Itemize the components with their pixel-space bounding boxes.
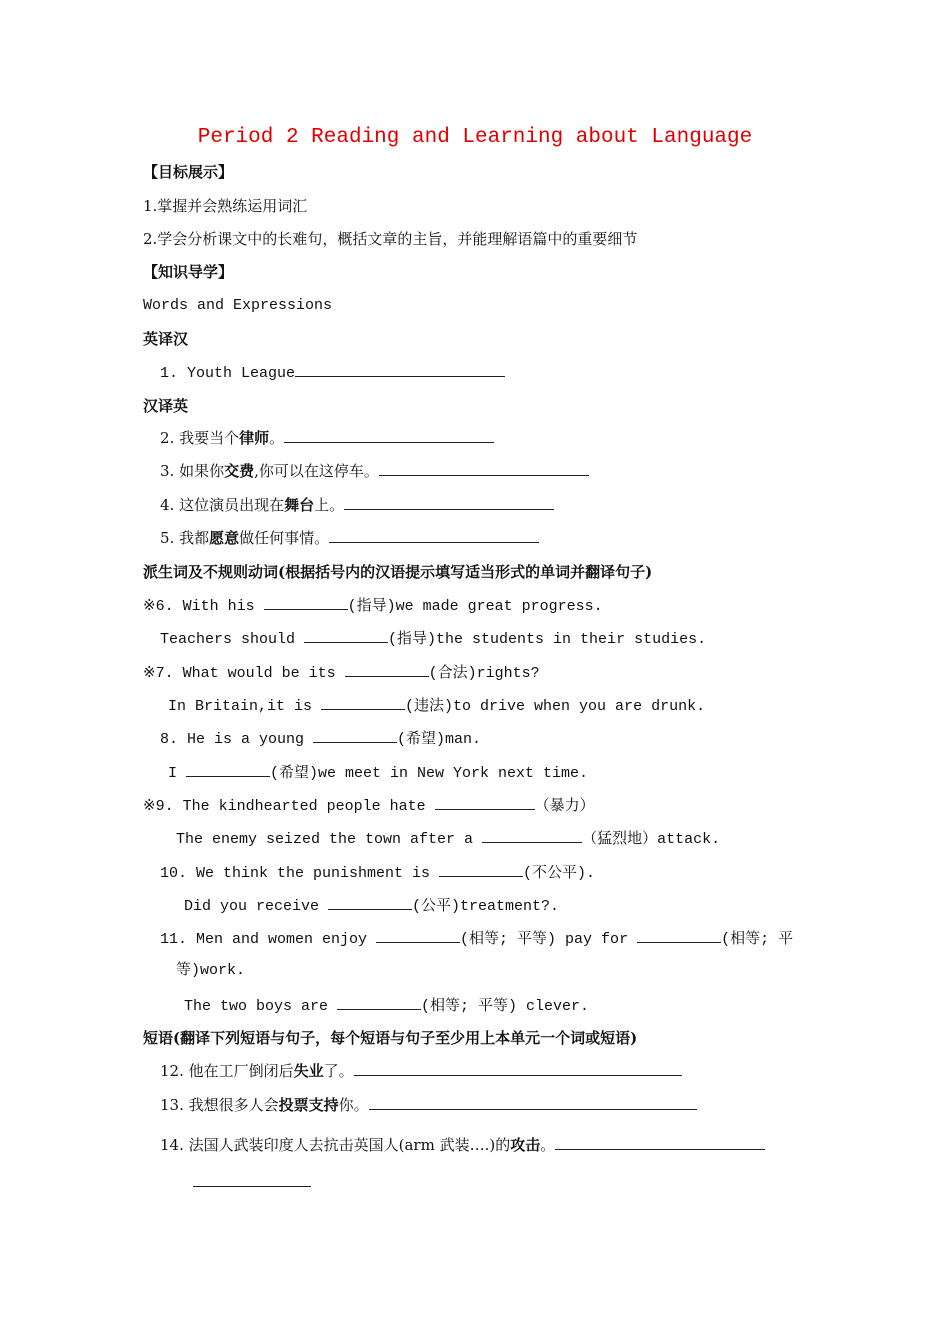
goal-2: 2.学会分析课文中的长难句，概括文章的主旨，并能理解语篇中的重要细节 [143, 230, 638, 248]
answer-blank-11b[interactable] [337, 995, 421, 1010]
question-14-continued [193, 1172, 311, 1192]
key-word: 投票支持 [278, 1096, 339, 1114]
question-9b: The enemy seized the town after a （猛烈地）attack. [176, 828, 720, 850]
question-14: 14. 法国人武装印度人去抗击英国人(arm 武装….)的攻击。 [160, 1135, 765, 1155]
question-6b: Teachers should (指导)the students in their studies. [160, 628, 706, 650]
page-title: Period 2 Reading and Learning about Language [197, 126, 753, 149]
answer-blank-9a[interactable] [435, 795, 535, 810]
answer-blank-7a[interactable] [345, 662, 429, 677]
key-word: 愿意 [209, 529, 240, 547]
answer-blank-9b[interactable] [482, 828, 582, 843]
answer-blank-10b[interactable] [328, 895, 412, 910]
answer-blank-12[interactable] [354, 1061, 682, 1076]
goals-header: 【目标展示】 [143, 163, 234, 181]
question-8b: I (希望)we meet in New York next time. [168, 762, 588, 784]
question-11b: The two boys are (相等; 平等) clever. [184, 995, 589, 1017]
answer-blank-5[interactable] [329, 528, 539, 543]
question-10a: 10. We think the punishment is (不公平). [160, 862, 595, 884]
en-cn-header: 英译汉 [143, 330, 189, 348]
question-9a: ※9. The kindhearted people hate （暴力） [143, 795, 595, 817]
answer-blank-8b[interactable] [186, 762, 270, 777]
phrases-header: 短语(翻译下列短语与句子，每个短语与句子至少用上本单元一个词或短语) [143, 1029, 638, 1047]
answer-blank-3[interactable] [379, 461, 589, 476]
answer-blank-14[interactable] [555, 1135, 765, 1150]
answer-blank-8a[interactable] [313, 728, 397, 743]
key-word: 失业 [293, 1062, 324, 1080]
words-expressions-header: Words and Expressions [143, 297, 333, 314]
question-5: 5. 我都愿意做任何事情。 [160, 528, 539, 548]
question-1-text: 1. Youth League [160, 365, 296, 382]
answer-blank-7b[interactable] [321, 695, 405, 710]
guide-header: 【知识导学】 [143, 263, 234, 281]
answer-blank-6a[interactable] [264, 595, 348, 610]
question-7b: In Britain,it is (违法)to drive when you are drunk. [168, 695, 705, 717]
derivatives-header: 派生词及不规则动词(根据括号内的汉语提示填写适当形式的单词并翻译句子) [143, 563, 653, 581]
question-6a: ※6. With his (指导)we made great progress. [143, 595, 603, 617]
question-11a-continued: 等)work. [176, 962, 246, 979]
question-4: 4. 这位演员出现在舞台上。 [160, 495, 554, 515]
key-word: 律师 [239, 429, 270, 447]
key-word: 交费 [224, 462, 255, 480]
answer-blank-11a-1[interactable] [376, 928, 460, 943]
answer-blank-11a-2[interactable] [637, 928, 721, 943]
question-7a: ※7. What would be its (合法)rights? [143, 662, 540, 684]
question-2: 2. 我要当个律师。 [160, 428, 494, 448]
key-word: 舞台 [284, 496, 315, 514]
question-12: 12. 他在工厂倒闭后失业了。 [160, 1061, 682, 1081]
question-8a: 8. He is a young (希望)man. [160, 728, 481, 750]
answer-blank-1[interactable] [295, 362, 505, 377]
question-13: 13. 我想很多人会投票支持你。 [160, 1095, 697, 1115]
answer-blank-2[interactable] [284, 428, 494, 443]
question-11a: 11. Men and women enjoy (相等; 平等) pay for (相等; 平 [160, 928, 793, 950]
answer-blank-4[interactable] [344, 495, 554, 510]
answer-blank-14-continued[interactable] [193, 1172, 311, 1187]
goal-1: 1.掌握并会熟练运用词汇 [143, 197, 308, 215]
question-1 [160, 362, 505, 384]
question-10b: Did you receive (公平)treatment?. [184, 895, 559, 917]
answer-blank-10a[interactable] [439, 862, 523, 877]
answer-blank-6b[interactable] [304, 628, 388, 643]
cn-en-header: 汉译英 [143, 397, 189, 415]
key-word: 攻击 [510, 1136, 541, 1154]
question-3: 3. 如果你交费,你可以在这停车。 [160, 461, 589, 481]
answer-blank-13[interactable] [369, 1095, 697, 1110]
